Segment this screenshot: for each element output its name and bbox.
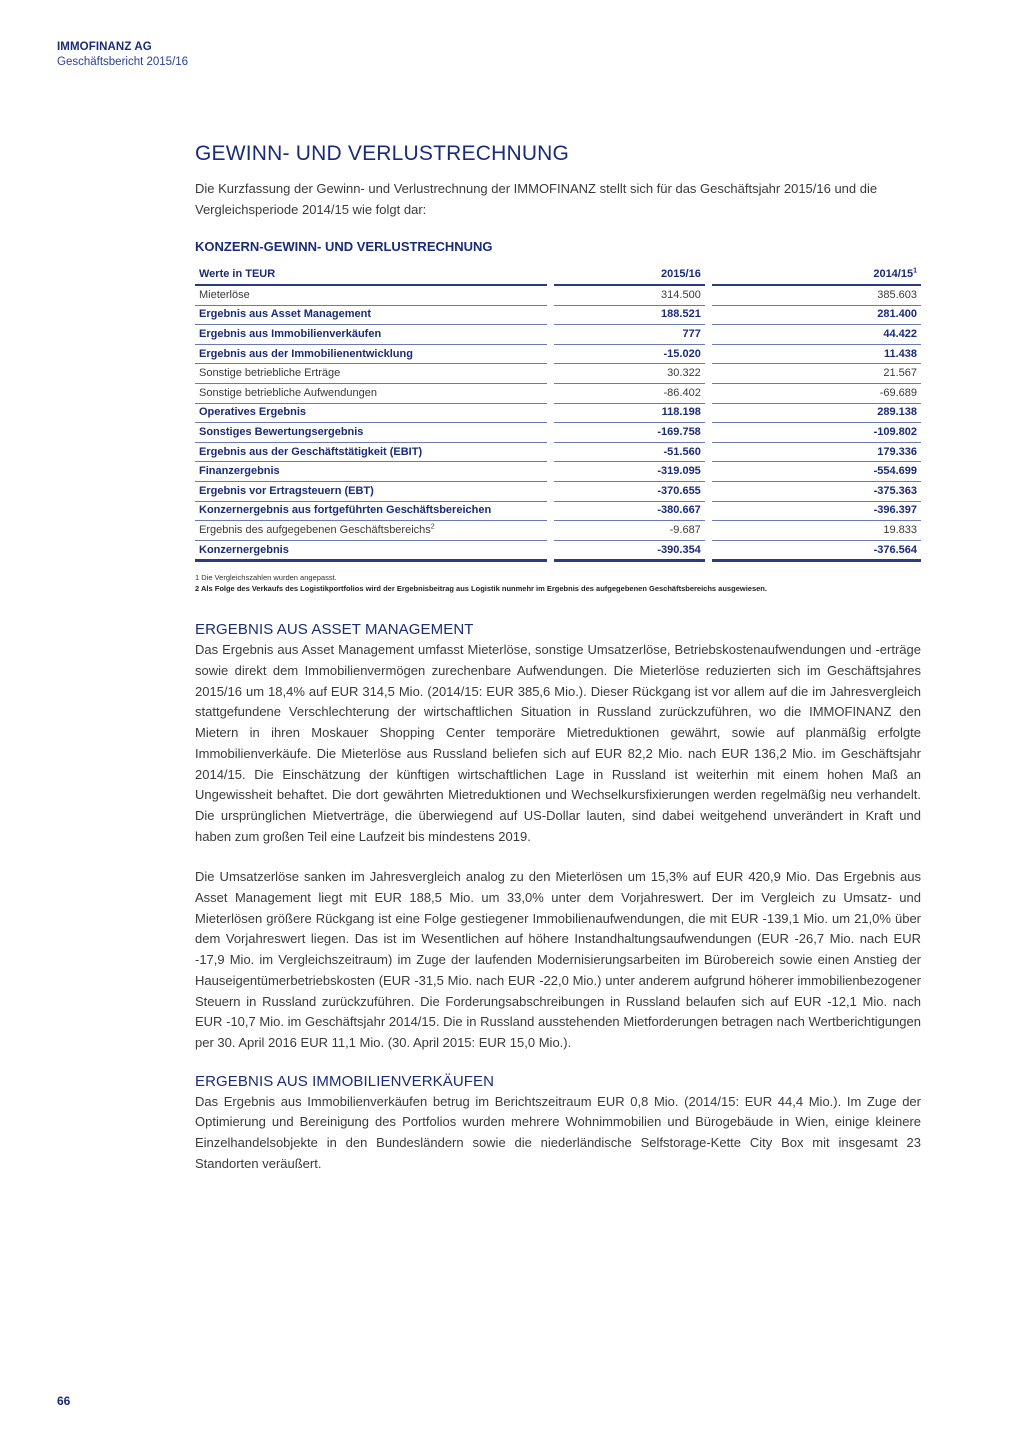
row-label: Ergebnis aus Asset Management <box>195 306 547 326</box>
company-name: IMMOFINANZ AG <box>57 41 152 53</box>
value-2014-15: 21.567 <box>712 364 921 384</box>
value-2014-15: 11.438 <box>712 345 921 365</box>
value-2014-15: -375.363 <box>712 482 921 502</box>
table-header-row <box>195 264 921 286</box>
footnote-marker: 1 <box>913 267 917 275</box>
row-label: Ergebnis vor Ertragsteuern (EBT) <box>195 482 547 502</box>
value-2014-15: -396.397 <box>712 502 921 522</box>
value-2014-15: -554.699 <box>712 462 921 482</box>
value-2015-16: -86.402 <box>554 384 705 404</box>
value-2015-16: -169.758 <box>554 423 705 443</box>
value-2015-16: 30.322 <box>554 364 705 384</box>
table-footnotes <box>195 572 921 594</box>
value-2014-15: 289.138 <box>712 404 921 424</box>
row-label: Sonstige betriebliche Aufwendungen <box>195 384 547 404</box>
section-heading-asset-management: ERGEBNIS AUS ASSET MANAGEMENT <box>195 621 474 639</box>
table-row <box>195 306 921 326</box>
intro-paragraph: Die Kurzfassung der Gewinn- und Verlustrechnung der IMMOFINANZ stellt sich für das Geschäftsjahr 2015/16 und die Vergleichsperiode 2014/15 wie folgt dar: <box>195 181 878 217</box>
row-label: Ergebnis aus der Immobilienentwicklung <box>195 345 547 365</box>
main-content <box>195 140 921 1174</box>
table-row <box>195 423 921 443</box>
value-2015-16: -9.687 <box>554 521 705 541</box>
value-2014-15: 19.833 <box>712 521 921 541</box>
table-row <box>195 364 921 384</box>
paragraph: Das Ergebnis aus Asset Management umfasst Mieterlöse, sonstige Umsatzerlöse, Betriebskostenaufwendungen und -erträge sowie direkt dem Immobilienvermögen zurechenbare Aufwendungen. Die Mieterlöse reduzierten sich im Geschäftsjahres 2015/16 um 18,4% auf EUR 314,5 Mio. (2014/15: EUR 385,6 Mio.). Dieser Rückgang ist vor allem auf die im Jahresvergleich stattgefundene Verschlechterung der wirtschaftlichen Situation in Russland zurückzuführen, wo die IMMOFINANZ den Mietern in ihren Moskauer Shopping Center temporäre Mietreduktionen gewährt, sowie auf planmäßig erfolgte Immobilienverkäufe. Die Mieterlöse aus Russland beliefen sich auf EUR 82,2 Mio. nach EUR 136,2 Mio. im Geschäftsjahr 2014/15. Die Einschätzung der künftigen wirtschaftlichen Lage in Russland ist weiterhin mit einem hohen Maß an Ungewissheit behaftet. Die dort gewährten Mietreduktionen und Wechselkursfixierungen werden regelmäßig neu verhandelt. Die ursprünglichen Mietverträge, die überwiegend auf US-Dollar lauten, sind dabei weitgehend unverändert in Kraft und haben zum großen Teil eine Laufzeit bis mindestens 2019. <box>195 642 921 844</box>
footnote-2: 2 Als Folge des Verkaufs des Logistikportfolios wird der Ergebnisbeitrag aus Logistik nunmehr im Ergebnis des aufgegebenen Geschäftsbereichs ausgewiesen. <box>195 584 767 594</box>
table-row <box>195 521 921 541</box>
table-row <box>195 443 921 463</box>
table-row <box>195 541 921 563</box>
table-row <box>195 404 921 424</box>
row-label: Ergebnis aus der Geschäftstätigkeit (EBIT) <box>195 443 547 463</box>
row-label: Konzernergebnis <box>195 541 547 563</box>
value-2014-15: 385.603 <box>712 286 921 306</box>
table-row <box>195 325 921 345</box>
table-row <box>195 345 921 365</box>
row-label: Sonstiges Bewertungsergebnis <box>195 423 547 443</box>
report-title: Geschäftsbericht 2015/16 <box>57 56 189 68</box>
footnote-1: 1 Die Vergleichszahlen wurden angepasst. <box>195 573 337 583</box>
value-2014-15: 179.336 <box>712 443 921 463</box>
row-label: Ergebnis des aufgegebenen Geschäftsbereichs$^2$ <box>195 521 547 541</box>
running-header <box>57 40 188 70</box>
value-2014-15: 281.400 <box>712 306 921 326</box>
value-2015-16: 188.521 <box>554 306 705 326</box>
section-heading-property-sales: ERGEBNIS AUS IMMOBILIENVERKÄUFEN <box>195 1072 495 1090</box>
value-2015-16: -51.560 <box>554 443 705 463</box>
table-row <box>195 502 921 522</box>
value-2015-16: -380.667 <box>554 502 705 522</box>
header-year-2015-16: 2015/16 <box>554 264 705 286</box>
paragraph: Das Ergebnis aus Immobilienverkäufen betrug im Berichtszeitraum EUR 0,8 Mio. (2014/15: EUR 44,4 Mio.). Im Zuge der Optimierung und Bereinigung des Portfolios wurden mehrere Wohnimmobilien und Bürogebäude in Wien, einige kleinere Einzelhandelsobjekte in den Bundesländern sowie die niederländische Selfstorage-Kette City Box mit insgesamt 23 Standorten veräußert. <box>195 1093 921 1171</box>
row-label: Finanzergebnis <box>195 462 547 482</box>
value-2015-16: 314.500 <box>554 286 705 306</box>
table-row <box>195 384 921 404</box>
row-label: Sonstige betriebliche Erträge <box>195 364 547 384</box>
value-2015-16: 777 <box>554 325 705 345</box>
value-2015-16: -15.020 <box>554 345 705 365</box>
row-label: Ergebnis aus Immobilienverkäufen <box>195 325 547 345</box>
footnote-marker: 2 <box>430 523 435 531</box>
table-row <box>195 482 921 502</box>
table-title: KONZERN-GEWINN- UND VERLUSTRECHNUNG <box>195 239 493 254</box>
value-2015-16: 118.198 <box>554 404 705 424</box>
table-body <box>195 286 921 562</box>
value-2014-15: 44.422 <box>712 325 921 345</box>
income-statement-table <box>188 264 928 562</box>
paragraph: Die Umsatzerlöse sanken im Jahresvergleich analog zu den Mieterlösen um 15,3% auf EUR 420,9 Mio. Das Ergebnis aus Asset Management liegt mit EUR 188,5 Mio. um 33,0% unter dem Vorjahreswert. Der im Vergleich zu Umsatz- und Mieterlösen größere Rückgang ist eine Folge gestiegener Immobilienaufwendungen, die mit EUR -139,1 Mio. um 21,0% über dem Vorjahreswert liegen. Das ist im Wesentlichen auf höhere Instandhaltungsaufwendungen (EUR -26,7 Mio. nach EUR -17,9 Mio. im Vergleichszeitraum) im Zuge der laufenden Modernisierungsarbeiten im Bürobereich sowie einen Anstieg der Hauseigentümerbetriebskosten (EUR -31,5 Mio. nach EUR -22,0 Mio.) unter anderem aufgrund höherer immobilienbezogener Steuern in Russland zurückzuführen. Die Forderungsabschreibungen in Russland belaufen sich auf EUR -12,1 Mio. nach EUR -10,7 Mio. im Geschäftsjahr 2014/15. Die in Russland ausstehenden Mietforderungen betragen nach Wertberichtigungen per 30. April 2016 EUR 11,1 Mio. (30. April 2015: EUR 15,0 Mio.). <box>195 869 921 1050</box>
header-year-2014-15: $2014/15^1$ <box>712 264 921 286</box>
value-2015-16: -390.354 <box>554 541 705 563</box>
value-2015-16: -370.655 <box>554 482 705 502</box>
row-label: Mieterlöse <box>195 286 547 306</box>
row-label: Konzernergebnis aus fortgeführten Geschäftsbereichen <box>195 502 547 522</box>
table-row <box>195 462 921 482</box>
value-2014-15: -69.689 <box>712 384 921 404</box>
header-label: Werte in TEUR <box>195 264 547 286</box>
value-2014-15: -109.802 <box>712 423 921 443</box>
value-2015-16: -319.095 <box>554 462 705 482</box>
page-title: GEWINN- UND VERLUSTRECHNUNG <box>195 142 570 165</box>
row-label: Operatives Ergebnis <box>195 404 547 424</box>
value-2014-15: -376.564 <box>712 541 921 563</box>
page-number: 66 <box>57 1394 71 1408</box>
table-row <box>195 286 921 306</box>
